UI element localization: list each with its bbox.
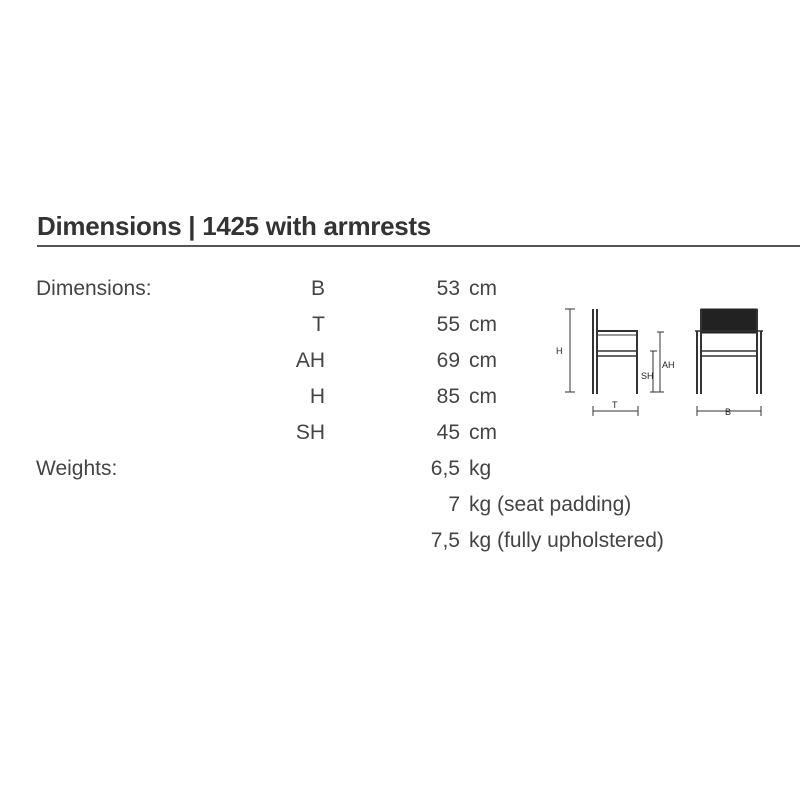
dimension-unit: cm [469, 421, 497, 444]
dimension-code: B [310, 277, 325, 300]
diagram-label-h: H [556, 346, 563, 356]
weight-value: 7 [448, 493, 460, 516]
dimension-unit: cm [469, 313, 497, 336]
weight-unit: kg (seat padding) [469, 493, 632, 516]
dimension-value: 45 [436, 421, 460, 444]
weight-unit: kg [469, 457, 492, 480]
dimension-unit: cm [469, 385, 497, 408]
dimension-code: T [312, 313, 325, 336]
weight-value: 7,5 [430, 529, 460, 552]
dimension-unit: cm [469, 349, 497, 372]
weight-unit: kg (fully upholstered) [469, 529, 664, 552]
dimensions-label: Dimensions: [36, 277, 152, 300]
weights-label: Weights: [36, 457, 118, 480]
dimension-value: 85 [436, 385, 460, 408]
dimension-value: 69 [436, 349, 460, 372]
dimension-code: AH [295, 349, 325, 372]
page-title: Dimensions | 1425 with armrests [37, 211, 431, 241]
diagram-label-sh: SH [641, 371, 654, 381]
title-divider [37, 245, 800, 247]
chair-dimension-diagram [540, 295, 780, 430]
diagram-label-ah: AH [662, 360, 675, 370]
dimension-value: 53 [436, 277, 460, 300]
diagram-label-t: T [612, 400, 618, 410]
dimension-code: H [309, 385, 325, 408]
diagram-label-b: B [725, 407, 732, 417]
dimension-unit: cm [469, 277, 497, 300]
dimension-value: 55 [436, 313, 460, 336]
weight-value: 6,5 [430, 457, 460, 480]
dimension-code: SH [295, 421, 325, 444]
